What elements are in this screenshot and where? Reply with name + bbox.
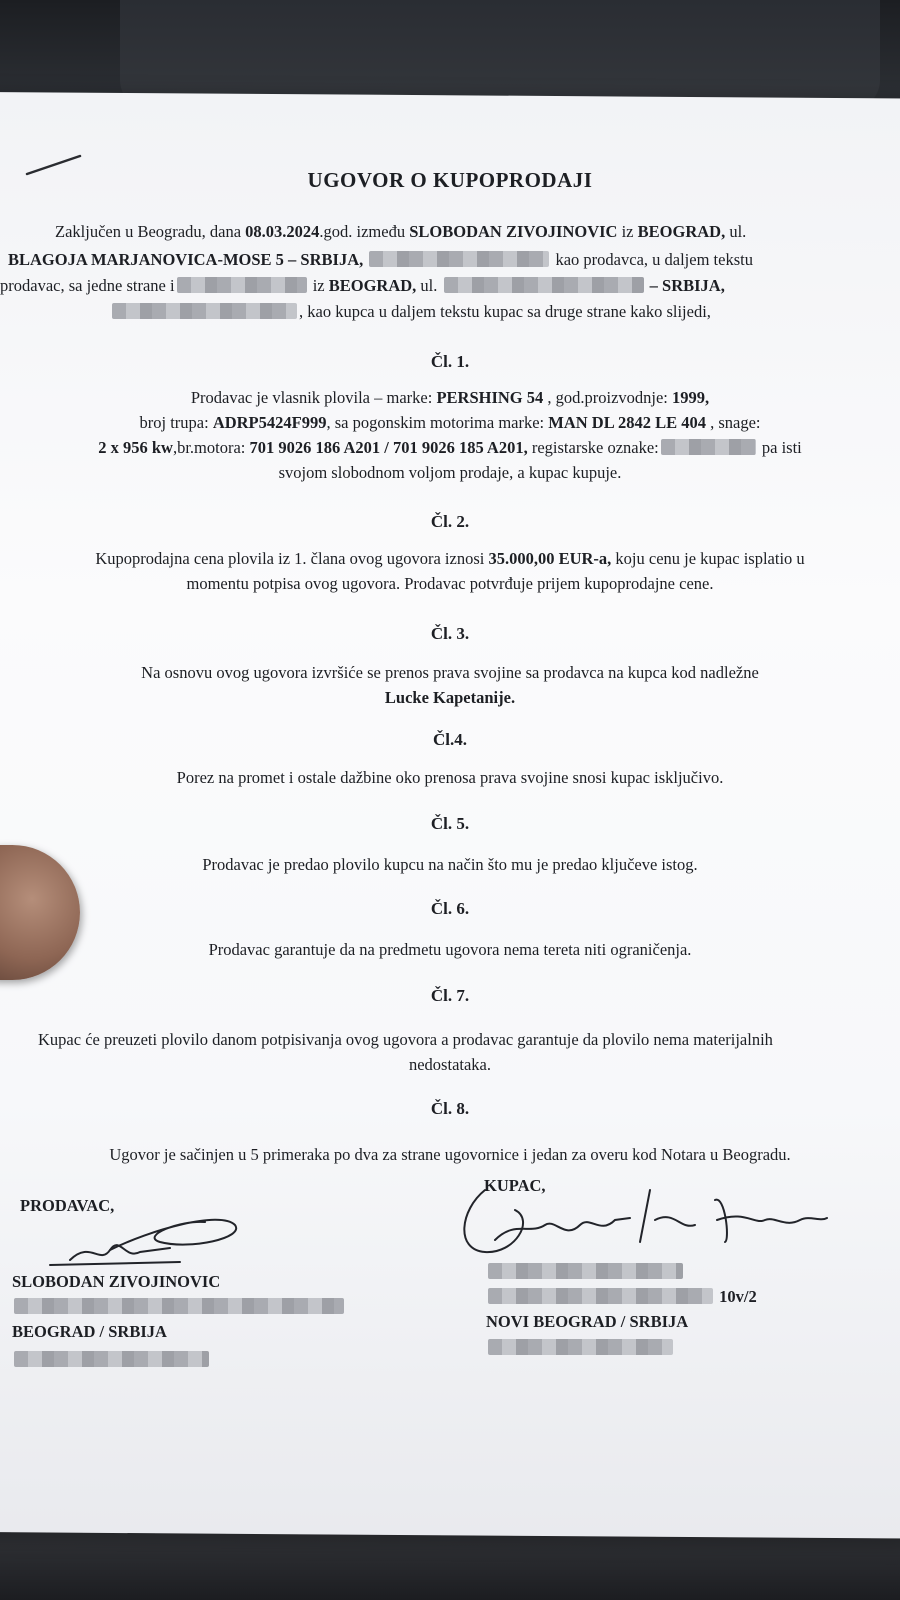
article-1-line-1: Prodavac je vlasnik plovila – marke: PERSHING 54 , god.proizvodnje: 1999,: [190, 388, 710, 407]
buyer-name-redacted: [486, 1262, 685, 1282]
redacted-text: [444, 277, 644, 293]
redacted-text: [488, 1339, 673, 1355]
buyer-signature: [455, 1180, 845, 1270]
redacted-text: [369, 251, 549, 267]
article-4-heading: Čl.4.: [433, 730, 467, 749]
seller-signature: [30, 1190, 260, 1270]
redacted-text: [488, 1263, 683, 1279]
article-3-line-1: Na osnovu ovog ugovora izvršiće se prenos prava svojine sa prodavca na kupca kod nadležne: [141, 663, 759, 682]
article-1-line-2: broj trupa: ADRP5424F999, sa pogonskim motorima marke: MAN DL 2842 LE 404 , snage:: [139, 413, 761, 432]
article-1-line-4: svojom slobodnom voljom prodaje, a kupac kupuje.: [278, 463, 622, 482]
article-2-line-2: momentu potpisa ovog ugovora. Prodavac potvrđuje prijem kupoprodajne cene.: [186, 574, 714, 593]
buyer-city: NOVI BEOGRAD / SRBIJA: [486, 1312, 689, 1331]
redacted-text: [14, 1351, 209, 1367]
article-3-heading: Čl. 3.: [430, 624, 470, 643]
article-2-heading: Čl. 2.: [430, 512, 470, 531]
document-title: UGOVOR O KUPOPRODAJI: [307, 168, 593, 192]
seller-address-redacted: [12, 1297, 346, 1317]
buyer-address: 10v/2: [486, 1287, 757, 1307]
intro-line-1: Zaključen u Beogradu, dana 08.03.2024.god. između SLOBODAN ZIVOJINOVIC iz BEOGRAD, ul.: [55, 222, 747, 241]
article-8-heading: Čl. 8.: [430, 1099, 470, 1118]
intro-line-4: , kao kupca u daljem tekstu kupac sa druge strane kako slijedi,: [110, 302, 711, 322]
article-3-line-2: Lucke Kapetanije.: [384, 688, 516, 707]
redacted-text: [177, 277, 307, 293]
article-8-line-1: Ugovor je sačinjen u 5 primeraka po dva za strane ugovornice i jedan za overu kod Notara u Beogradu.: [109, 1145, 791, 1164]
seller-id-redacted: [12, 1350, 211, 1370]
redacted-text: [488, 1288, 713, 1304]
buyer-label: KUPAC,: [484, 1176, 546, 1195]
seller-city: BEOGRAD / SRBIJA: [12, 1322, 167, 1341]
article-7-heading: Čl. 7.: [430, 986, 470, 1005]
seller-name: SLOBODAN ZIVOJINOVIC: [12, 1272, 221, 1291]
article-2-line-1: Kupoprodajna cena plovila iz 1. člana ovog ugovora iznosi 35.000,00 EUR-a, koju cenu je kupac isplatio u: [95, 549, 805, 568]
article-7-line-1: Kupac će preuzeti plovilo danom potpisivanja ovog ugovora a prodavac garantuje da plovilo nema materijalnih: [38, 1030, 773, 1049]
seller-label: PRODAVAC,: [20, 1196, 115, 1215]
redacted-text: [112, 303, 297, 319]
article-1-heading: Čl. 1.: [430, 352, 470, 371]
article-5-heading: Čl. 5.: [430, 814, 470, 833]
article-4-line-1: Porez na promet i ostale dažbine oko prenosa prava svojine snosi kupac isključivo.: [176, 768, 724, 787]
redacted-text: [14, 1298, 344, 1314]
article-6-heading: Čl. 6.: [430, 899, 470, 918]
intro-line-2: BLAGOJA MARJANOVICA-MOSE 5 – SRBIJA, kao prodavca, u daljem tekstu: [8, 250, 753, 269]
article-6-line-1: Prodavac garantuje da na predmetu ugovora nema tereta niti ograničenja.: [208, 940, 692, 959]
article-7-line-2: nedostataka.: [408, 1055, 491, 1074]
article-1-line-3: 2 x 956 kw,br.motora: 701 9026 186 A201 / 701 9026 185 A201, registarske oznake: pa isti: [98, 438, 802, 457]
article-5-line-1: Prodavac je predao plovilo kupcu na način što mu je predao ključeve istog.: [202, 855, 698, 874]
intro-line-3: prodavac, sa jedne strane i iz BEOGRAD, ul. – SRBIJA,: [0, 276, 725, 295]
redacted-text: [661, 439, 756, 455]
buyer-id-redacted: [486, 1338, 675, 1358]
